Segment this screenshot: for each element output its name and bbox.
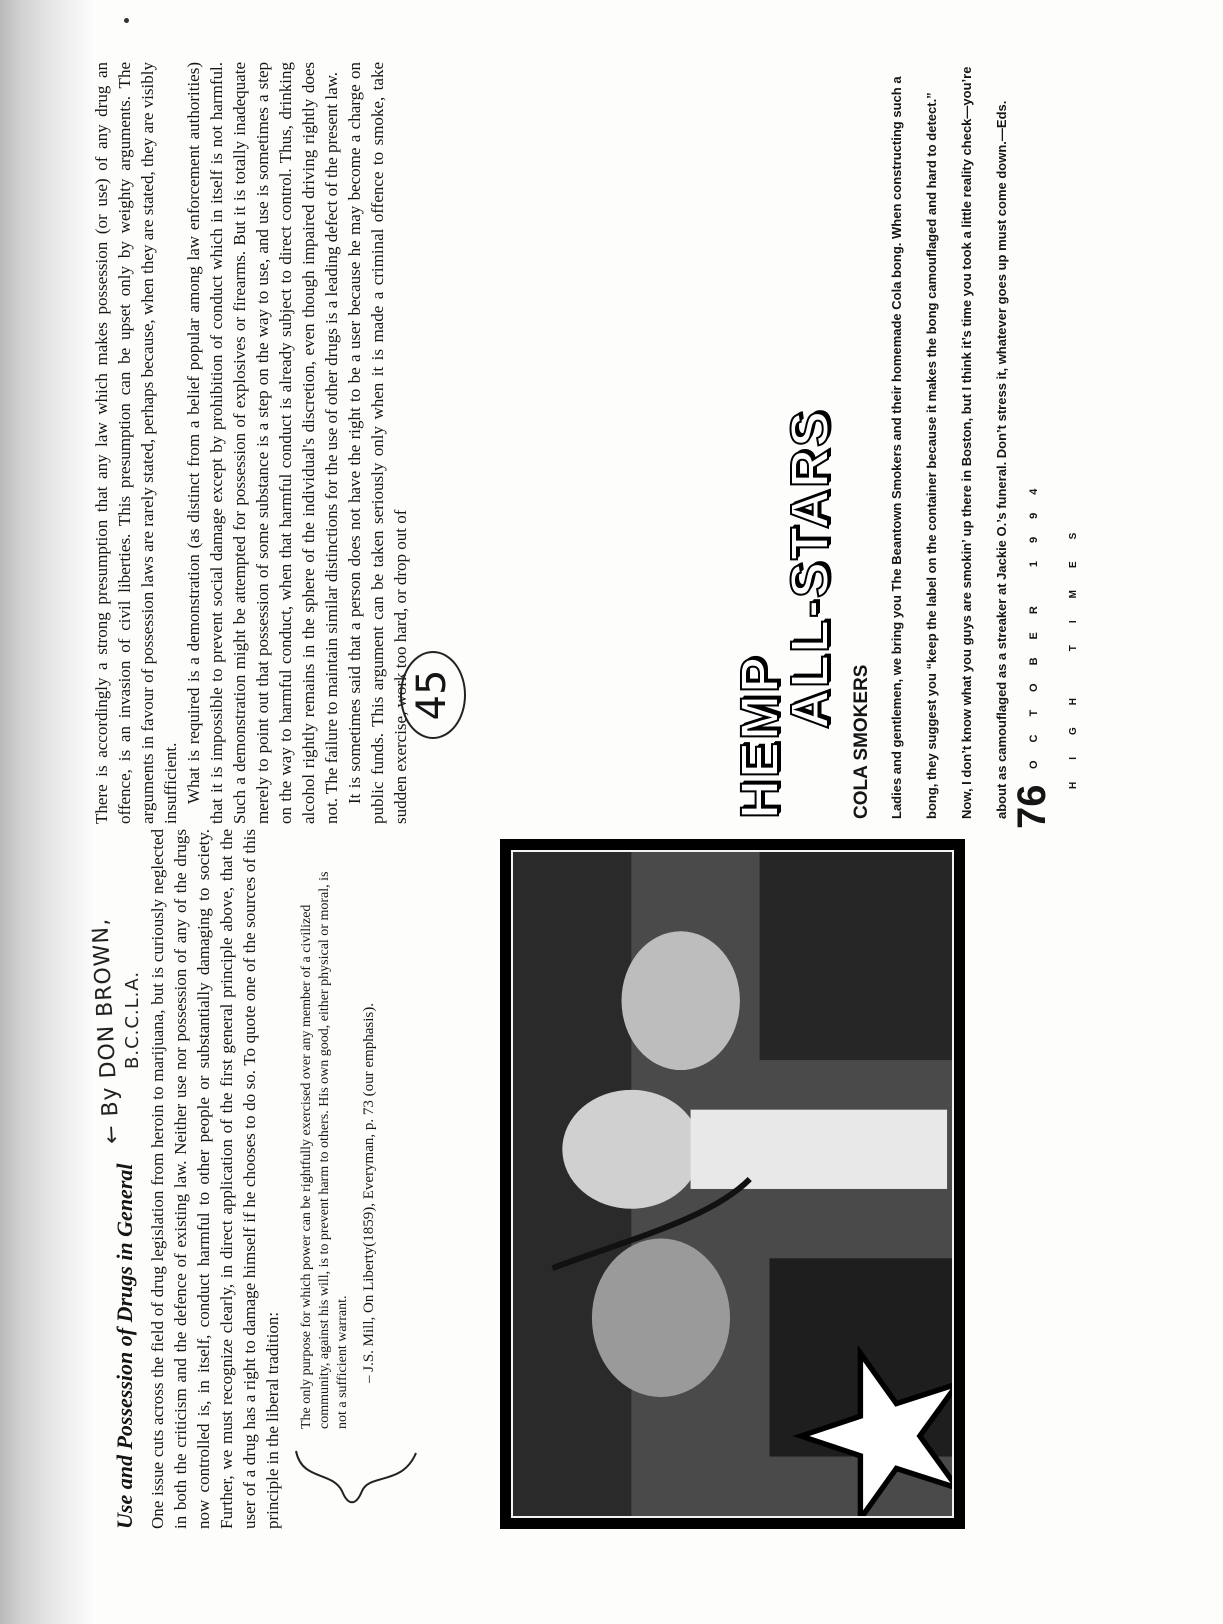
photo-frame <box>500 839 965 1529</box>
article-paragraph: What is required is a demonstration (as distinct from a belief popular among law enforcement authorities) that it is impossible to prevent social damage except by prohibition of conduct which in itself is not harmful. Such a demonstration might be attempted for possession of explosives or firearms. But it is totally inadequate merely to point out that possession of some substance is a step on the way to use, and use is sometimes a step on the way to harmful conduct, when that harmful conduct is already subject to direct control. Thus, drinking alcohol rightly remains in the sphere of the individual's discretion, even though impaired driving rightly does not. The failure to maintain similar distinctions for the use of other drugs is a leading defect of the present law. <box>184 62 341 824</box>
handwritten-byline: ← By DON BROWN, <box>88 917 125 1145</box>
quote-text: The only purpose for which power can be rightfully exercised over any member of a civilized community, against his will, is to prevent harm to others. His own good, either physical or moral, is not a sufficient warrant. <box>299 871 350 1429</box>
folio-publication: HIGH TIMES <box>1068 510 1079 789</box>
article-paragraph: There is accordingly a strong presumption that any law which makes possession (or use) of any drug an offence, is an invasion of civil liberties. This presumption can be upset only by weighty arguments. The arguments in favour of possession laws are rarely stated, perhaps because, when they are stated, they are visibly insufficient. <box>92 62 180 824</box>
folio-date: OCTOBER 1994 <box>1028 470 1040 769</box>
article-title: Use and Possession of Drugs in General <box>112 1163 137 1529</box>
article-body-left <box>146 829 284 1529</box>
handwritten-brace <box>292 1441 422 1511</box>
hemp-body: Ladies and gentlemen, we bring you The Beantown Smokers and their homemade Cola bong. When constructing such a bong, they suggest you “keep the label on the container because it makes the bong camouflaged and hard to detect.” Now, I don’t know what you guys are smokin’ up there in Boston, but I think it’s time you took a little reality check—you’re about as camouflaged as a streaker at Jackie O.’s funeral. Don’t stress it, whatever goes up must come down.—Eds. <box>889 66 1009 819</box>
article-right-column <box>90 62 412 824</box>
quote-attribution: – J.S. Mill, On Liberty(1859), Everyman, p. 73 (our emphasis). <box>361 1003 377 1383</box>
article-body-right <box>90 62 412 824</box>
article-paragraph: One issue cuts across the field of drug legislation from heroin to marijuana, but is curiously neglected in both the criticism and the defence of existing law. Neither use nor possession of any of the drugs now controlled is, in itself, conduct harmful to other people or substantially damaging to society. Further, we must recognize clearly, in direct application of the first general principle above, that the user of a drug has a right to damage himself if he chooses to do so. To quote one of the sources of this principle in the liberal tradition: <box>148 829 282 1529</box>
star-graphic <box>792 1346 954 1518</box>
handwritten-affiliation: B.C.C.L.A. <box>122 970 143 1069</box>
article-paragraph: It is sometimes said that a person does not have the right to be a user because he may become a charge on public funds. This argument can be taken seriously only when it is made a criminal offence to smoke, take sudden exercise, work too hard, or drop out of <box>345 62 410 824</box>
hemp-title-line1: HEMP <box>730 654 790 819</box>
page-number: 76 <box>1010 784 1054 829</box>
halftone-photo <box>511 850 954 1518</box>
hemp-title-line2: ALL-STARS <box>780 409 840 729</box>
circled-number: 45 <box>400 651 466 739</box>
article-left-column <box>88 829 378 1529</box>
hemp-all-stars-section <box>730 59 1019 819</box>
mill-quote <box>298 869 378 1529</box>
hemp-subtitle: COLA SMOKERS <box>851 664 872 819</box>
